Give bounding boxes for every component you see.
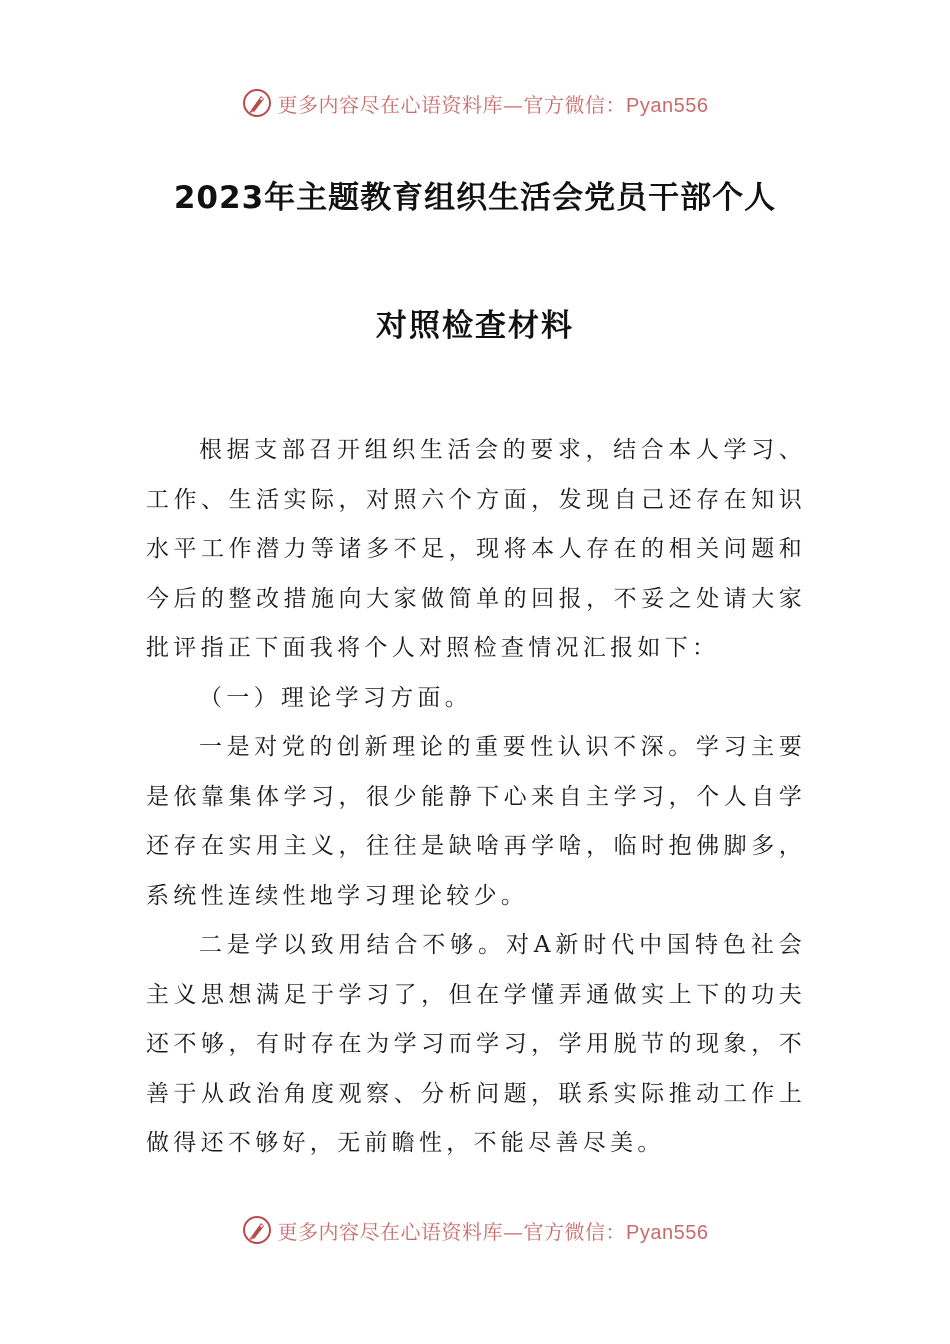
watermark-wechat: Pyan556	[626, 1221, 709, 1244]
pen-nib-logo-icon	[242, 88, 272, 118]
footer-watermark	[0, 1212, 950, 1248]
document-title-line-2: 对照检查材料	[376, 308, 574, 344]
document-title-line-1: 2023年主题教育组织生活会党员干部个人	[173, 180, 777, 216]
section-heading-theory-study: （一）理论学习方面。	[199, 684, 472, 711]
watermark-wechat: Pyan556	[626, 94, 709, 117]
watermark-text: 更多内容尽在心语资料库—官方微信：Pyan556	[277, 1219, 709, 1244]
document-body	[146, 426, 806, 1169]
watermark-text: 更多内容尽在心语资料库—官方微信：Pyan556	[277, 92, 709, 117]
paragraph-point-two: 二是学以致用结合不够。对A新时代中国特色社会主义思想满足于学习了，但在学懂弄通做实上下的功夫还不够，有时存在为学习而学习，学用脱节的现象，不善于从政治角度观察、分析问题，联系实际推动工作上做得还不够好，无前瞻性，不能尽善尽美。	[146, 932, 806, 1156]
pen-nib-logo-icon	[242, 1215, 272, 1245]
paragraph-intro: 根据支部召开组织生活会的要求，结合本人学习、工作、生活实际，对照六个方面，发现自己还存在知识水平工作潜力等诸多不足，现将本人存在的相关问题和今后的整改措施向大家做简单的回报，不妥之处请大家批评指正下面我将个人对照检查情况汇报如下：	[146, 437, 806, 661]
paragraph-point-one: 一是对党的创新理论的重要性认识不深。学习主要是依靠集体学习，很少能静下心来自主学习，个人自学还存在实用主义，往往是缺啥再学啥，临时抱佛脚多，系统性连续性地学习理论较少。	[146, 734, 806, 909]
header-watermark	[0, 85, 950, 121]
